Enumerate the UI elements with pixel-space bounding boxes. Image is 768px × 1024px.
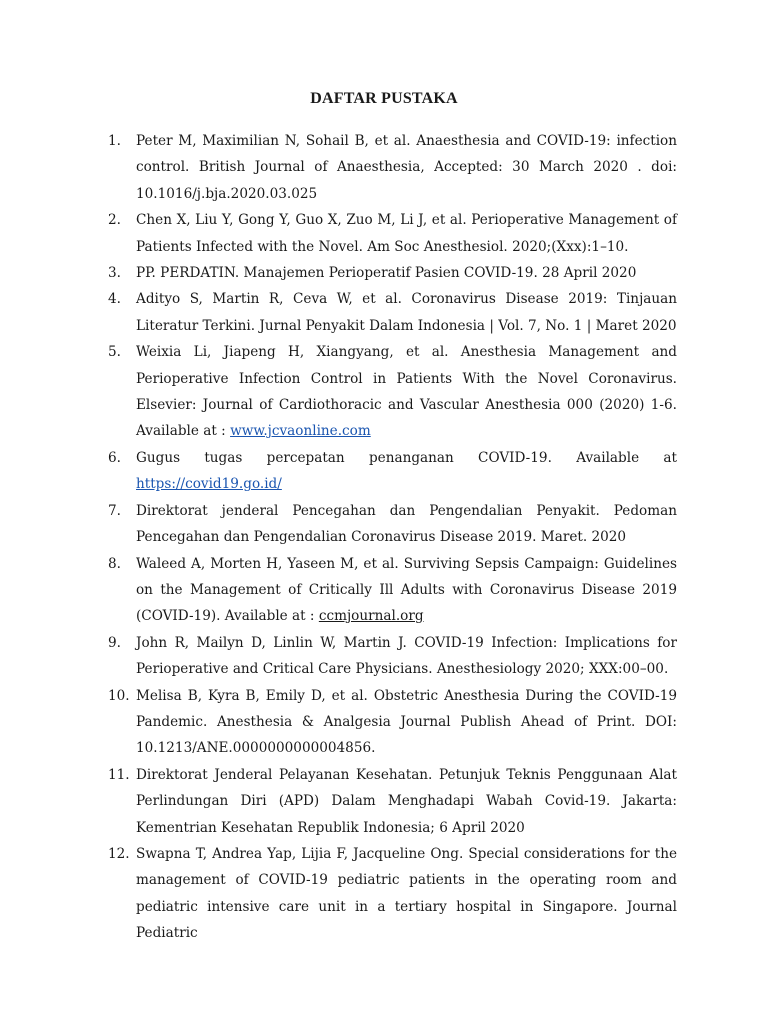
reference-text: Weixia Li, Jiapeng H, Xiangyang, et al. Anesthesia Management and Perioperative Infection Control in Patients With the Novel Coronavirus. Elsevier: Journal of Cardiothoracic and Vascular Anesthesia 000 (2020) 1-6. Available at : <box>136 344 677 440</box>
reference-item <box>0 841 768 947</box>
reference-number: 12. <box>108 845 130 862</box>
reference-item <box>0 128 768 207</box>
reference-number: 3. <box>108 265 121 282</box>
reference-text: Peter M, Maximilian N, Sohail B, et al. Anaesthesia and COVID-19: infection control. British Journal of Anaesthesia, Accepted: 30 March 2020 . doi: 10.1016/j.bja.2020.03.025 <box>136 133 677 202</box>
reference-text: Direktorat Jenderal Pelayanan Kesehatan. Petunjuk Teknis Penggunaan Alat Perlindungan Diri (APD) Dalam Menghadapi Wabah Covid-19. Jakarta: Kementrian Kesehatan Republik Indonesia; 6 April 2020 <box>136 766 677 836</box>
reference-item <box>0 260 768 286</box>
reference-number: 2. <box>108 212 121 229</box>
page-title: DAFTAR PUSTAKA <box>310 90 458 107</box>
reference-number: 7. <box>108 502 121 519</box>
reference-text: Gugus tugas percepatan penanganan COVID-19. Available at <box>136 449 677 466</box>
reference-item <box>0 445 768 498</box>
reference-number: 10. <box>108 687 130 704</box>
reference-number: 5. <box>108 344 121 361</box>
reference-number: 6. <box>108 449 121 466</box>
reference-item <box>0 630 768 683</box>
reference-number: 1. <box>108 133 121 149</box>
reference-text: Direktorat jenderal Pencegahan dan Pengendalian Penyakit. Pedoman Pencegahan dan Pengendalian Coronavirus Disease 2019. Maret. 2020 <box>136 502 677 546</box>
reference-item <box>0 498 768 551</box>
reference-link[interactable]: https://covid19.go.id/ <box>136 476 282 493</box>
reference-link[interactable]: ccmjournal.org <box>318 608 424 625</box>
reference-number: 4. <box>108 291 121 308</box>
reference-text: Waleed A, Morten H, Yaseen M, et al. Surviving Sepsis Campaign: Guidelines on the Management of Critically Ill Adults with Coronavirus Disease 2019 (COVID-19). Available at : <box>136 555 677 625</box>
reference-number: 8. <box>108 555 121 572</box>
reference-item <box>0 339 768 445</box>
reference-text: Adityo S, Martin R, Ceva W, et al. Coronavirus Disease 2019: Tinjauan Literatur Terkini. Jurnal Penyakit Dalam Indonesia | Vol. 7, No. 1 | Maret 2020 <box>136 291 677 334</box>
reference-text: John R, Mailyn D, Linlin W, Martin J. COVID-19 Infection: Implications for Perioperative and Critical Care Physicians. Anesthesiology 2020; XXX:00–00. <box>136 634 677 678</box>
reference-item <box>0 551 768 630</box>
reference-text: Swapna T, Andrea Yap, Lijia F, Jacqueline Ong. Special considerations for the management of COVID-19 pediatric patients in the operating room and pediatric intensive care unit in a tertiary hospital in Singapore. Journal Pediatric <box>136 845 677 942</box>
reference-list <box>0 128 768 947</box>
reference-text: Melisa B, Kyra B, Emily D, et al. Obstetric Anesthesia During the COVID-19 Pandemic. Anesthesia & Analgesia Journal Publish Ahead of Print. DOI: 10.1213/ANE.0000000000004856. <box>136 687 677 757</box>
reference-text: Chen X, Liu Y, Gong Y, Guo X, Zuo M, Li J, et al. Perioperative Management of Patients Infected with the Novel. Am Soc Anesthesiol. 2020;(Xxx):1–10. <box>136 212 677 255</box>
reference-item <box>0 207 768 260</box>
reference-item <box>0 286 768 339</box>
reference-number: 9. <box>108 634 121 651</box>
reference-link[interactable]: www.jcvaonline.com <box>230 423 371 440</box>
reference-text: PP. PERDATIN. Manajemen Perioperatif Pasien COVID-19. 28 April 2020 <box>136 265 637 282</box>
reference-number: 11. <box>108 766 130 783</box>
reference-item <box>0 683 768 762</box>
reference-item <box>0 762 768 841</box>
